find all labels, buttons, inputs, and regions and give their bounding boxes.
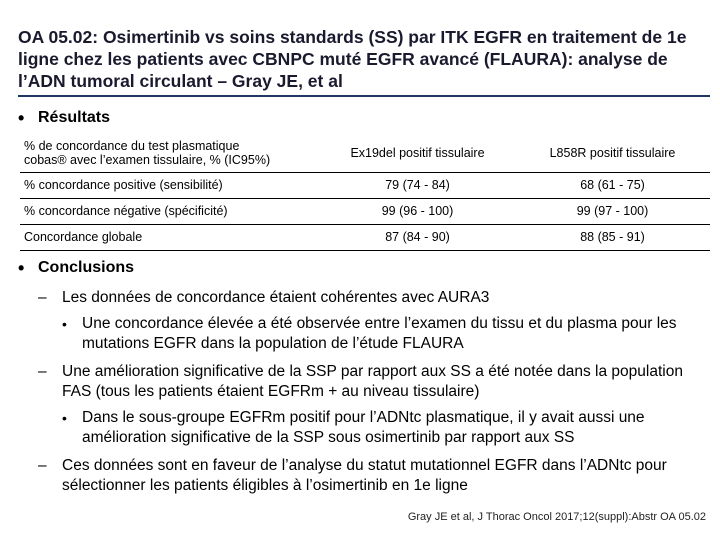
table-row [20,172,710,198]
table-header-label [20,134,320,172]
table-header-l858r: L858R positif tissulaire [515,134,710,172]
row-label: % concordance négative (spécificité) [20,198,320,224]
conclusion-text: Les données de concordance étaient cohérentes avec AURA3 [62,289,490,306]
table-header-row [20,134,710,172]
cell-l858r: 99 (97 - 100) [515,198,710,224]
list-item [38,362,708,402]
cell-l858r: 88 (85 - 91) [515,224,710,250]
bullet-icon: • [18,108,25,128]
dash-icon: – [38,289,47,306]
cell-ex19del: 87 (84 - 90) [320,224,515,250]
table-header-line2: cobas® avec l’examen tissulaire, % (IC95%) [24,152,271,167]
table-header-line1: % de concordance du test plasmatique [24,138,240,153]
concordance-table [20,134,710,251]
conclusions-list [38,288,708,500]
conclusions-heading [18,259,134,277]
conclusion-text: Ces données sont en faveur de l’analyse du statut mutationnel EGFR dans l’ADNtc pour sélectionner les patients éligibles à l’osimertinib en 1e ligne [62,457,667,494]
bullet-icon: • [62,316,67,332]
cell-ex19del: 79 (74 - 84) [320,172,515,198]
results-heading [18,109,110,127]
list-item [38,456,708,496]
bullet-icon: • [18,258,25,278]
cell-l858r: 68 (61 - 75) [515,172,710,198]
conclusion-subtext: Dans le sous-groupe EGFRm positif pour l’ADNtc plasmatique, il y avait aussi une amélioration significative de la SSP sous osimertinib par rapport aux SS [82,409,645,446]
slide-title: OA 05.02: Osimertinib vs soins standards (SS) par ITK EGFR en traitement de 1e ligne chez les patients avec CBNPC muté EGFR avancé (FLAURA): analyse de l’ADN tumoral circulant – Gray JE, et al [18,27,687,91]
row-label: Concordance globale [20,224,320,250]
sub-list-item [62,314,708,354]
dash-icon: – [38,457,47,474]
results-heading-text: Résultats [38,109,111,126]
row-label: % concordance positive (sensibilité) [20,172,320,198]
table-header-ex19del: Ex19del positif tissulaire [320,134,515,172]
dash-icon: – [38,363,47,380]
reference-footer: Gray JE et al, J Thorac Oncol 2017;12(suppl):Abstr OA 05.02 [407,511,706,523]
list-item [38,288,708,308]
table-row [20,198,710,224]
sub-list-item [62,408,708,448]
conclusions-heading-text: Conclusions [38,259,135,276]
conclusion-subtext: Une concordance élevée a été observée entre l’examen du tissu et du plasma pour les mutations EGFR dans la population de l’étude FLAURA [82,315,677,352]
bullet-icon: • [62,410,67,426]
cell-ex19del: 99 (96 - 100) [320,198,515,224]
title-divider [18,95,710,97]
conclusion-text: Une amélioration significative de la SSP par rapport aux SS a été notée dans la population FAS (tous les patients étaient EGFRm + au niveau tissulaire) [62,363,683,400]
table-row [20,224,710,250]
